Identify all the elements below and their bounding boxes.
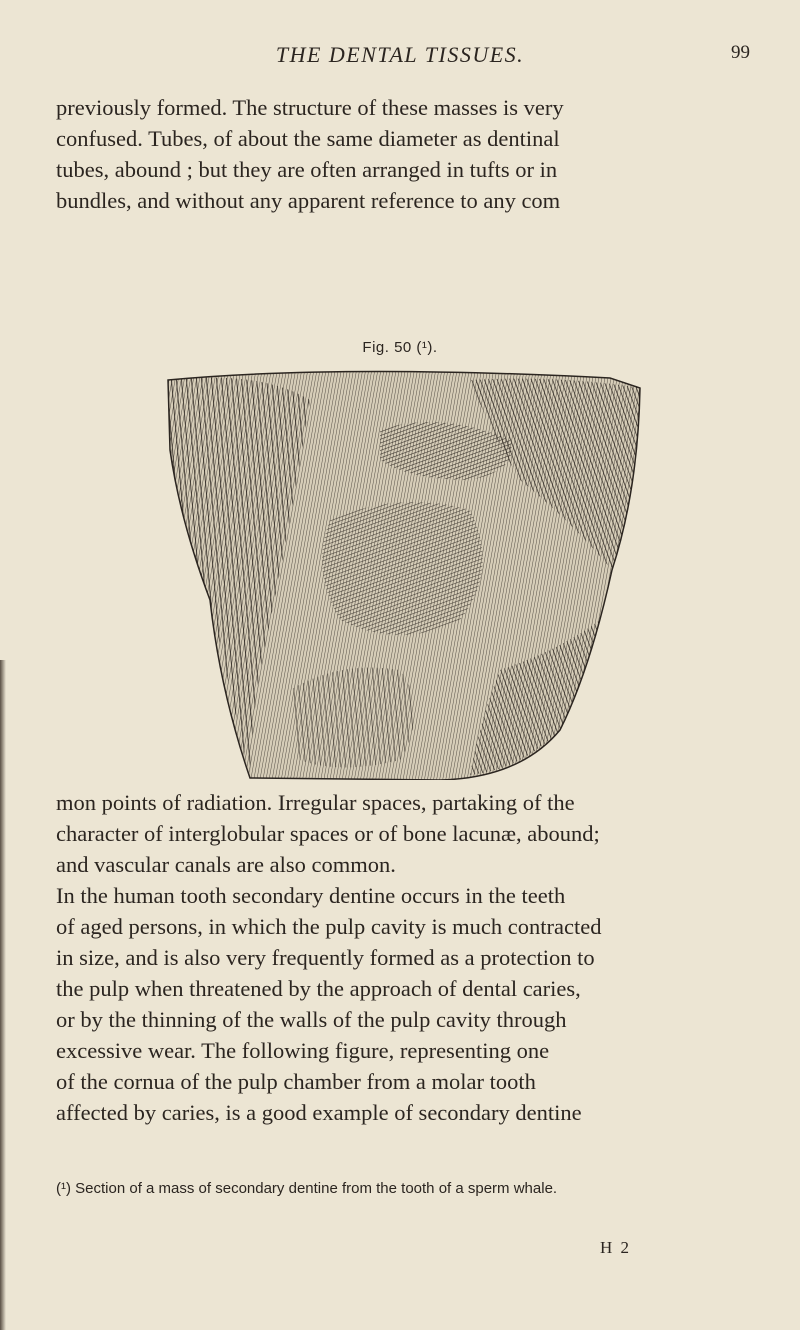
text-line: affected by caries, is a good example of secondary dentine xyxy=(56,1100,582,1125)
page-header xyxy=(50,36,750,76)
text-line: and vascular canals are also common. xyxy=(56,852,396,877)
text-line: the pulp when threatened by the approach of dental caries, xyxy=(56,976,581,1001)
paragraph-2 xyxy=(56,787,746,1128)
text-line: of the cornua of the pulp chamber from a molar tooth xyxy=(56,1069,536,1094)
text-line: mon points of radiation. Irregular spaces, partaking of the xyxy=(56,790,575,815)
page-number: 99 xyxy=(731,42,750,63)
text-line: or by the thinning of the walls of the pulp cavity through xyxy=(56,1007,567,1032)
page-edge-shadow xyxy=(0,660,6,1330)
paragraph-1 xyxy=(56,92,746,216)
text-line: In the human tooth secondary dentine occurs in the teeth xyxy=(56,883,566,908)
text-line: excessive wear. The following figure, representing one xyxy=(56,1038,550,1063)
text-line: in size, and is also very frequently formed as a protection to xyxy=(56,945,595,970)
text-line: of aged persons, in which the pulp cavity is much contracted xyxy=(56,914,602,939)
footnote: (¹) Section of a mass of secondary dentine from the tooth of a sperm whale. xyxy=(56,1180,558,1197)
text-line: confused. Tubes, of about the same diameter as dentinal xyxy=(56,126,560,151)
signature-mark: H 2 xyxy=(600,1238,632,1257)
figure-engraving xyxy=(140,370,660,780)
engraving-texture xyxy=(140,370,660,780)
running-head: THE DENTAL TISSUES. xyxy=(275,42,525,67)
text-line: bundles, and without any apparent reference to any com xyxy=(56,188,561,213)
figure-caption: Fig. 50 (¹). xyxy=(362,339,438,356)
engraving-illustration xyxy=(140,370,660,780)
text-line: tubes, abound ; but they are often arranged in tufts or in xyxy=(56,157,558,182)
text-line: character of interglobular spaces or of bone lacunæ, abound; xyxy=(56,821,600,846)
text-line: previously formed. The structure of these masses is very xyxy=(56,95,564,120)
